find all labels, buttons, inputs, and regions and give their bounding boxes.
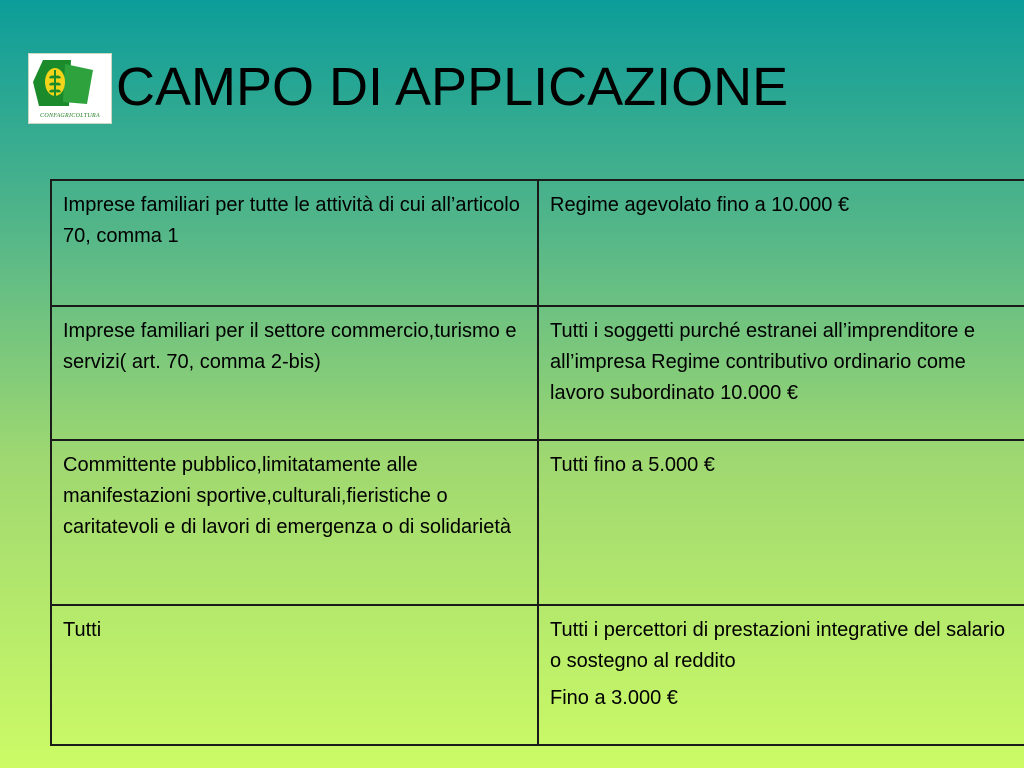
table-cell-right	[538, 605, 1024, 745]
wheat-icon	[29, 54, 113, 110]
table-row	[51, 440, 1024, 605]
table-cell-left	[51, 440, 538, 605]
cell-text: Committente pubblico,limitatamente alle manifestazioni sportive,culturali,fieristiche o caritatevoli e di lavori di emergenza o di solidarietà	[63, 454, 512, 538]
slide-title: CAMPO DI APPLICAZIONE	[116, 57, 789, 117]
table-cell-right	[538, 180, 1024, 306]
cell-text: Fino a 3.000 €	[550, 687, 678, 709]
table-row	[51, 180, 1024, 306]
application-table	[50, 179, 1024, 746]
table-cell-left	[51, 180, 538, 306]
table-row	[51, 605, 1024, 745]
table-cell-left	[51, 605, 538, 745]
cell-text: Tutti i percettori di prestazioni integrative del salario o sostegno al reddito	[550, 619, 1006, 672]
cell-text: Tutti fino a 5.000 €	[550, 454, 715, 476]
cell-text: Tutti i soggetti purché estranei all’imprenditore e all’impresa Regime contributivo ordinario come lavoro subordinato 10.000 €	[550, 320, 976, 404]
cell-text: Tutti	[63, 619, 102, 641]
table-cell-right	[538, 306, 1024, 440]
cell-text: Imprese familiari per tutte le attività di cui all’articolo 70, comma 1	[63, 194, 520, 247]
logo	[28, 53, 112, 124]
table-cell-left	[51, 306, 538, 440]
table-row	[51, 306, 1024, 440]
cell-text: Imprese familiari per il settore commercio,turismo e servizi( art. 70, comma 2-bis)	[63, 320, 517, 373]
cell-text: Regime agevolato fino a 10.000 €	[550, 194, 850, 216]
logo-label: CONFAGRICOLTURA	[40, 113, 100, 119]
table-cell-right	[538, 440, 1024, 605]
logo-green-shape-2	[63, 64, 93, 104]
